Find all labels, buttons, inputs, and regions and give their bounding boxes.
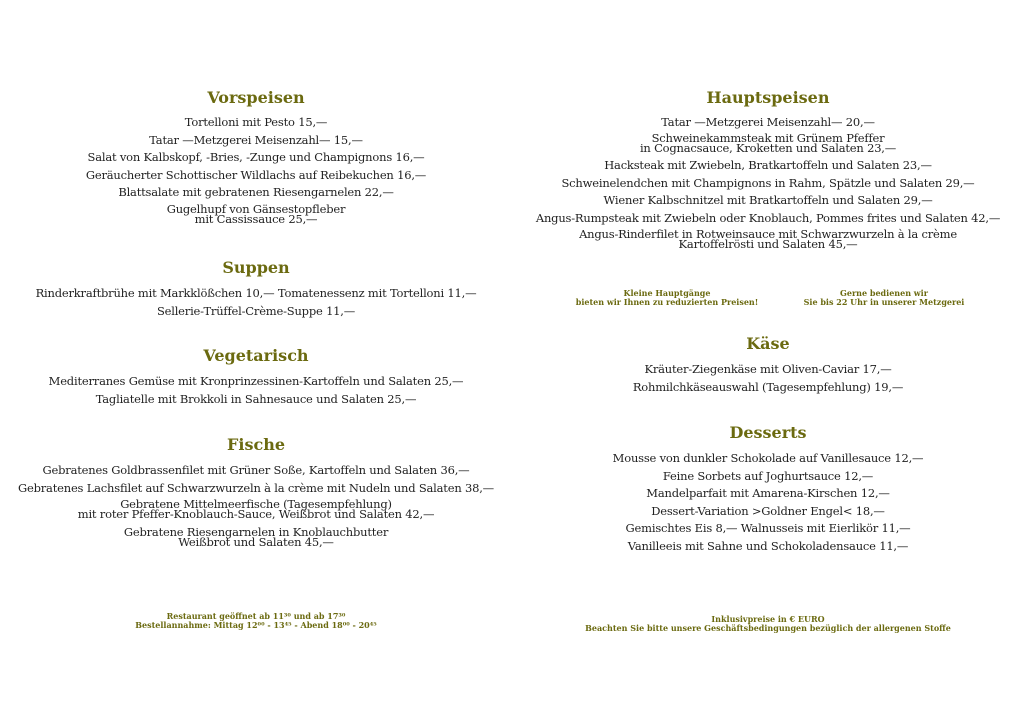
menu-item-line: mit Cassissauce 25,— bbox=[194, 211, 318, 226]
menu-item-line: Angus-Rinderfilet in Rotweinsauce mit Schwarzwurzeln à la crème bbox=[579, 227, 957, 241]
menu-item: Mousse von dunkler Schokolade auf Vanillesauce 12,— bbox=[612, 451, 924, 465]
kaese-heading: Käse bbox=[746, 334, 790, 353]
menu-item: Mediterranes Gemüse mit Kronprinzessinen-Kartoffeln und Salaten 25,— bbox=[48, 374, 464, 388]
kaese-list bbox=[512, 363, 1024, 398]
order-times-line: Bestellannahme: Mittag 12⁰⁰ - 13⁴⁵ - Abend 18⁰⁰ - 20⁴⁵ bbox=[135, 620, 377, 630]
fische-heading: Fische bbox=[227, 435, 285, 454]
menu-item: Tatar —Metzgerei Meisenzahl— 20,— bbox=[661, 115, 875, 129]
menu-item: Gebratenes Lachsfilet auf Schwarzwurzeln à la crème mit Nudeln und Salaten 38,— bbox=[18, 480, 494, 495]
fische-list bbox=[0, 464, 512, 547]
desserts-heading: Desserts bbox=[729, 423, 807, 442]
menu-item: Tortelloni mit Pesto 15,— bbox=[184, 115, 328, 129]
menu-item: Tatar —Metzgerei Meisenzahl— 15,— bbox=[149, 132, 363, 147]
menu-item: Angus-Rumpsteak mit Zwiebeln oder Knoblauch, Pommes frites und Salaten 42,— bbox=[535, 210, 1001, 225]
menu-item: Rohmilchkäseauswahl (Tagesempfehlung) 19,— bbox=[632, 379, 904, 394]
menu-item: Gebratenes Goldbrassenfilet mit Grüner Soße, Kartoffeln und Salaten 36,— bbox=[42, 463, 470, 477]
menu-item-line: in Cognacsauce, Kroketten und Salaten 23,— bbox=[639, 141, 897, 155]
prices-note bbox=[512, 615, 1024, 633]
small-mains-note bbox=[557, 289, 777, 307]
menu-item: Hacksteak mit Zwiebeln, Bratkartoffeln und Salaten 23,— bbox=[604, 158, 932, 172]
opening-hours-note bbox=[0, 612, 512, 630]
menu-item: Sellerie-Trüffel-Crème-Suppe 11,— bbox=[156, 303, 356, 318]
menu-item-line: mit roter Pfeffer-Knoblauch-Sauce, Weißbrot und Salaten 42,— bbox=[77, 507, 435, 521]
menu-item: Blattsalate mit gebratenen Riesengarnelen 22,— bbox=[118, 185, 394, 199]
menu-item: Kräuter-Ziegenkäse mit Oliven-Caviar 17,— bbox=[644, 362, 892, 376]
prices-line: Inklusivpreise in € EURO bbox=[711, 614, 825, 624]
vorspeisen-list bbox=[0, 116, 512, 224]
menu-item: Salat von Kalbskopf, -Bries, -Zunge und Champignons 16,— bbox=[87, 150, 425, 164]
menu-item: Schweinelendchen mit Champignons in Rahm, Spätzle und Salaten 29,— bbox=[561, 175, 975, 190]
menu-item-line: Gugelhupf von Gänsestopfleber bbox=[166, 201, 346, 216]
opening-hours-line: Restaurant geöffnet ab 11³⁰ und ab 17³⁰ bbox=[166, 611, 346, 621]
note-line: bieten wir Ihnen zu reduzierten Preisen! bbox=[575, 297, 759, 307]
menu-item-schweinekamm bbox=[512, 133, 1024, 159]
suppen-list bbox=[0, 287, 512, 322]
menu-item: Feine Sorbets auf Joghurtsauce 12,— bbox=[662, 468, 874, 483]
hauptspeisen-heading: Hauptspeisen bbox=[706, 88, 830, 107]
menu-item: Wiener Kalbschnitzel mit Bratkartoffeln und Salaten 29,— bbox=[603, 193, 933, 207]
menu-item-line: Gebratene Riesengarnelen in Knoblauchbutter bbox=[123, 525, 389, 539]
menu-item-line: Schweinekammsteak mit Grünem Pfeffer bbox=[651, 131, 885, 145]
vorspeisen-heading: Vorspeisen bbox=[207, 88, 305, 107]
menu-item-mittelmeer bbox=[0, 499, 512, 527]
menu-item-line: Weißbrot und Salaten 45,— bbox=[178, 535, 334, 549]
menu-item-line: Gebratene Mittelmeerfische (Tagesempfehlung) bbox=[120, 497, 392, 511]
butcher-service-note bbox=[774, 289, 994, 307]
hauptspeisen-list bbox=[512, 116, 1024, 249]
menu-item: Rinderkraftbrühe mit Markklößchen 10,— Tomatenessenz mit Tortelloni 11,— bbox=[35, 286, 477, 300]
desserts-list bbox=[512, 452, 1024, 557]
vegetarisch-heading: Vegetarisch bbox=[203, 346, 309, 365]
menu-item: Dessert-Variation >Goldner Engel< 18,— bbox=[651, 503, 885, 518]
menu-item: Gemischtes Eis 8,— Walnusseis mit Eierlikör 11,— bbox=[625, 521, 911, 535]
menu-item: Tagliatelle mit Brokkoli in Sahnesauce und Salaten 25,— bbox=[95, 391, 417, 406]
menu-item: Mandelparfait mit Amarena-Kirschen 12,— bbox=[646, 486, 890, 500]
menu-item-rinderfilet bbox=[512, 229, 1024, 249]
vegetarisch-list bbox=[0, 375, 512, 410]
suppen-heading: Suppen bbox=[222, 258, 290, 277]
menu-item: Geräucherter Schottischer Wildlachs auf Reibekuchen 16,— bbox=[85, 167, 427, 182]
note-line: Gerne bedienen wir bbox=[840, 288, 928, 298]
note-line: Sie bis 22 Uhr in unserer Metzgerei bbox=[803, 297, 965, 307]
menu-item-line: Kartoffelrösti und Salaten 45,— bbox=[678, 237, 858, 251]
menu-item-garnelen bbox=[0, 527, 512, 547]
allergens-line: Beachten Sie bitte unsere Geschäftsbedingungen bezüglich der allergenen Stoffe bbox=[585, 623, 951, 633]
menu-item-gugelhupf bbox=[0, 201, 512, 226]
note-line: Kleine Hauptgänge bbox=[623, 288, 711, 298]
menu-item: Vanilleeis mit Sahne und Schokoladensauce 11,— bbox=[627, 538, 909, 553]
